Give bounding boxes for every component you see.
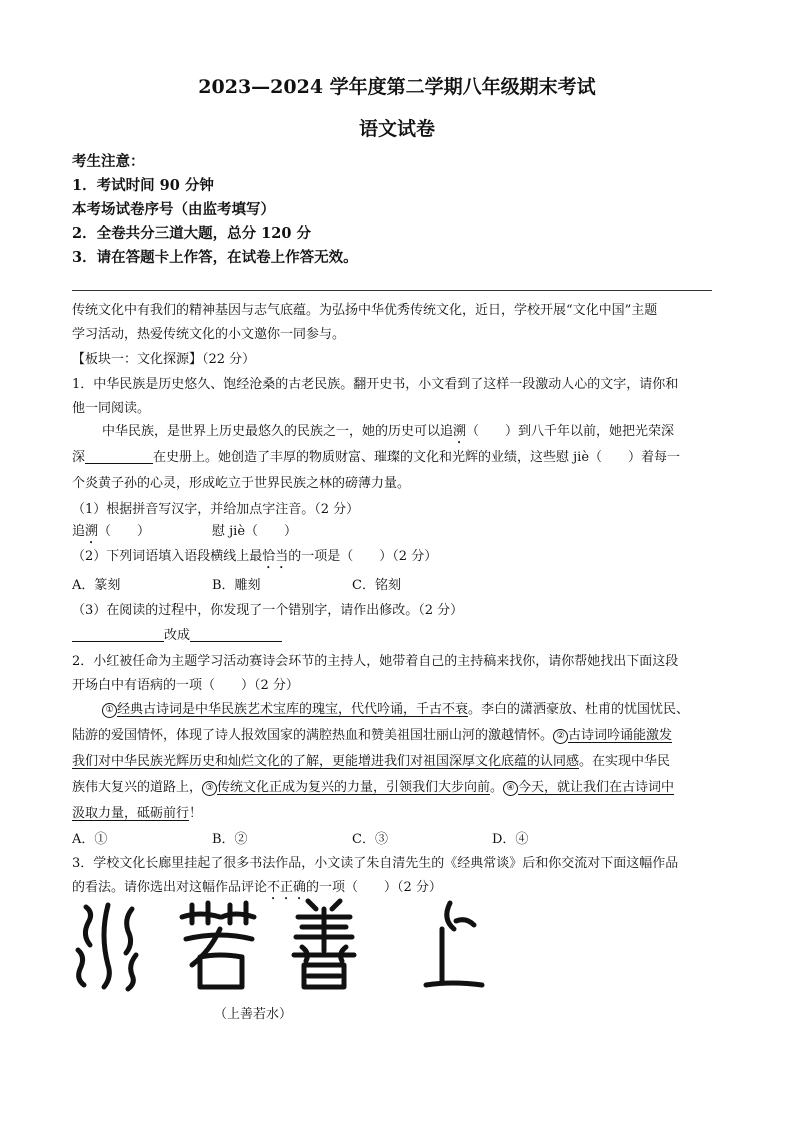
wrong-char-blank[interactable] — [72, 627, 164, 642]
q2-passage-text: 。 — [490, 780, 504, 795]
q1-stem-line-1: 1．中华民族是历史悠久、饱经沧桑的古老民族。翻开史书，小文看到了这样一段激动人心的文字，请你和 — [72, 377, 679, 392]
correct-char-blank[interactable] — [190, 627, 282, 642]
circled-number-4: ④ — [503, 781, 518, 796]
q2-passage-line-5 — [72, 802, 202, 821]
q2-option-a[interactable]: A．① — [72, 832, 108, 847]
seal-char-shan — [294, 901, 354, 987]
sentence-2-part-2: 我们对中华民族光辉历史和灿烂文化的了解，更能增进我们对祖国深厚文化底蕴的认同感 — [72, 754, 580, 769]
dotted-char: 溯 — [85, 524, 99, 539]
label: 追 — [72, 524, 86, 539]
dotted-char: 不正确 — [267, 880, 307, 895]
seal-char-shang — [426, 903, 482, 985]
calligraphy-artwork — [70, 895, 490, 995]
section-1-heading: 【板块一：文化探源】（22 分） — [72, 352, 256, 367]
q2-option-b[interactable]: B．② — [212, 832, 248, 847]
sentence-1: 经典古诗词是中华民族艺术宝库的瑰宝，代代吟诵，千古不衰 — [117, 702, 469, 717]
sentence-2-part-1: 古诗词吟诵能激发 — [568, 728, 673, 743]
q1-option-a[interactable]: A．篆刻 — [72, 578, 121, 593]
q2-passage-text: 族伟大复兴的道路上， — [72, 780, 203, 795]
sentence-3: 传统文化正成为复兴的力量，引领我们大步向前 — [217, 780, 491, 795]
seal-char-ruo — [182, 903, 254, 987]
q1-passage-text: 深 — [72, 450, 86, 465]
circled-number-2: ② — [553, 729, 568, 744]
label: （2）下列词语填入语段横线上最 — [72, 549, 263, 564]
q1-sub-1-item-a — [72, 520, 150, 547]
q1-option-b[interactable]: B．雕刻 — [212, 578, 261, 593]
exam-title: 2023—2024 学年度第二学期八年级期末考试 — [198, 76, 596, 98]
q2-passage-text: 。李白的潇洒豪放、杜甫的忧国忧民、 — [468, 702, 690, 717]
q2-passage-line-4 — [72, 776, 674, 796]
q2-option-c[interactable]: C．③ — [352, 832, 388, 847]
q2-passage-text: 。在实现中华民 — [579, 754, 671, 769]
circled-number-3: ③ — [202, 781, 217, 796]
seal-char-shui — [78, 905, 136, 989]
fix-label: 改成 — [164, 628, 191, 643]
answer-slot[interactable]: （ ） — [98, 524, 151, 539]
q1-sub-1: （1）根据拼音写汉字，并给加点字注音。（2 分） — [72, 502, 360, 517]
notice-heading: 考生注意： — [72, 153, 145, 170]
q3-stem-line-1: 3．学校文化长廊里挂起了很多书法作品，小文读了朱自清先生的《经典常谈》后和你交流对下面这幅作品 — [72, 856, 679, 871]
intro-line-1: 传统文化中有我们的精神基因与志气底蕴。为弘扬中华优秀传统文化，近日，学校开展“文化中国”主题 — [72, 303, 658, 318]
q1-passage-text: 在史册上。她创造了丰厚的物质财富、璀璨的文化和光辉的业绩，这些慰 jiè（ ）着每一 — [153, 450, 681, 465]
sentence-4-part-2: 汲取力量，砥砺前行 — [72, 806, 190, 821]
q2-stem-line-2: 开场白中有语病的一项（ ）（2 分） — [72, 678, 299, 693]
q2-stem-line-1: 2．小红被任命为主题学习活动赛诗会环节的主持人，她带着自己的主持稿来找你，请你帮她找出下面这段 — [72, 654, 679, 669]
calligraphy-caption: （上善若水） — [214, 1007, 293, 1022]
label: 的一项是（ ）（2 分） — [288, 549, 438, 564]
label: 的看法。请你选出对这幅作品评论 — [72, 880, 268, 895]
q1-option-c[interactable]: C．铭刻 — [352, 578, 401, 593]
circled-number-1: ① — [102, 703, 117, 718]
dotted-char: 恰当 — [262, 549, 289, 564]
q1-passage-line-2 — [72, 446, 680, 465]
answer-blank[interactable] — [85, 449, 153, 464]
q2-passage-line-1 — [102, 698, 689, 718]
q1-stem-line-2: 他一同阅读。 — [72, 401, 151, 416]
label: 的一项（ ）（2 分） — [306, 880, 442, 895]
q2-passage-text: 陆游的爱国情怀，体现了诗人报效国家的满腔热血和赞美祖国壮丽山河的激越情怀。 — [72, 728, 554, 743]
q2-option-d[interactable]: D．④ — [492, 832, 529, 847]
q1-fix-row — [72, 624, 282, 643]
notice-line-2: 本考场试卷序号（由监考填写） — [72, 201, 275, 218]
q1-passage-text: 中华民族，是世界上历史最悠久的民族之一，她的历史可以追 — [102, 424, 454, 439]
notice-line-1: 1．考试时间 90 分钟 — [72, 177, 214, 194]
divider-line — [72, 290, 712, 291]
q2-passage-line-3 — [72, 750, 670, 769]
dotted-char: 溯 — [453, 424, 467, 439]
q1-passage-text: （ ）到八千年以前，她把光荣深 — [466, 424, 675, 439]
q1-passage-line-3: 个炎黄子孙的心灵，形成屹立于世界民族之林的磅薄力量。 — [72, 476, 411, 491]
exam-subtitle: 语文试卷 — [358, 118, 435, 140]
q2-passage-text: ！ — [189, 806, 203, 821]
q1-sub-3: （3）在阅读的过程中，你发现了一个错别字，请作出修改。（2 分） — [72, 603, 464, 618]
intro-line-2: 学习活动，热爱传统文化的小文邀你一同参与。 — [72, 327, 346, 342]
notice-line-3: 2．全卷共分三道大题，总分 120 分 — [72, 225, 311, 242]
q1-sub-2 — [72, 545, 437, 572]
q1-sub-1-item-b[interactable]: 慰 jiè（ ） — [212, 524, 298, 539]
q1-passage-line-1 — [102, 420, 674, 447]
q2-passage-line-2 — [72, 724, 672, 744]
sentence-4-part-1: 今天，就让我们在古诗词中 — [518, 780, 675, 795]
notice-line-4: 3．请在答题卡上作答，在试卷上作答无效。 — [72, 249, 358, 266]
